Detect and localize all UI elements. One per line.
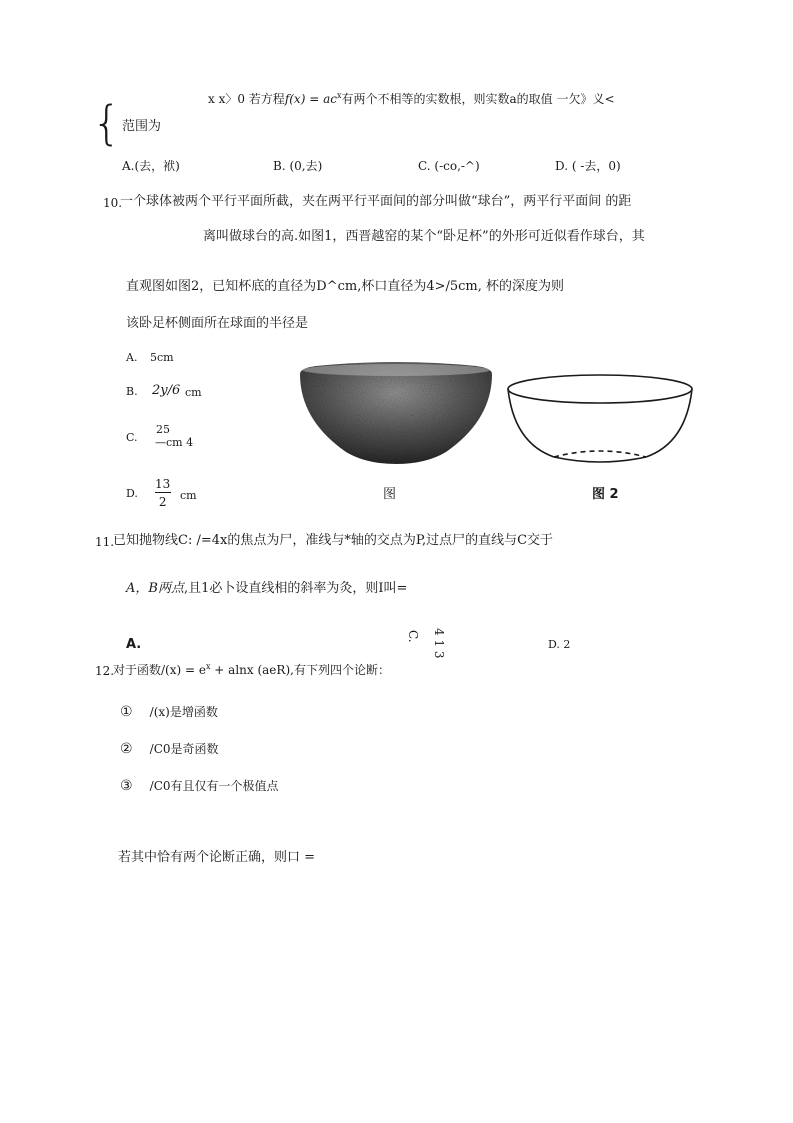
bowl-rim <box>302 364 490 376</box>
q10-line1: 一个球体被两个平行平面所截，夹在两平行平面间的部分叫做“球台”，两平行平面间 的距 <box>120 194 632 209</box>
q9-option-c: C. (-co,-^) <box>418 159 480 173</box>
q12-item-1 <box>120 703 218 719</box>
q11-line2-italic: A，B两点 <box>126 581 184 596</box>
q9-line1-sup: x <box>336 91 342 100</box>
q10-option-c-label: C. <box>126 431 138 444</box>
q9-option-d: D. ( -去，0) <box>555 159 621 173</box>
bowl-body <box>300 362 492 464</box>
q10-option-b-label: B. <box>126 385 138 398</box>
q10-line4: 该卧足杯侧面所在球面的半径是 <box>126 316 309 331</box>
q11-option-c-value-rotated: 4 1 3 <box>432 628 446 659</box>
q12-item-3 <box>120 777 279 793</box>
q12-line1 <box>113 663 390 676</box>
system-brace: { <box>92 96 122 150</box>
figure2-bowl-diagram <box>500 365 700 475</box>
q10-option-d-fraction <box>154 478 171 508</box>
q10-option-d-label: D. <box>126 487 138 500</box>
figure1-bowl-photo <box>296 360 496 480</box>
bowl-mouth-ellipse <box>508 375 692 403</box>
q12-line1-sup: x <box>205 662 211 671</box>
q10-option-b-unit: cm <box>185 386 202 399</box>
q10-line2: 离叫做球台的高.如图1，西晋越窑的某个“卧足杯”的外形可近似看作球台，其 <box>203 229 645 244</box>
q12-item-3-text: /C0有且仅有一个极值点 <box>149 779 279 793</box>
q10-option-a-text: 5cm <box>150 351 174 364</box>
q12-line1-func: 对于函数/(x) = e <box>113 663 206 677</box>
q10-number: 10. <box>103 196 123 210</box>
q9-line1 <box>208 92 615 105</box>
q10-option-c-num: 25 <box>156 423 170 436</box>
q12-item-3-mark: ③ <box>120 778 133 794</box>
q9-line2: 范围为 <box>122 119 162 134</box>
q10-option-a-label: A. <box>126 351 138 364</box>
q10-line3: 直观图如图2，已知杯底的直径为D^cm,杯口直径为4>/5cm, 杯的深度为则 <box>126 279 565 294</box>
q9-line1-prefix: x x〉0 若方程 <box>208 92 285 106</box>
figure1-caption: 图 <box>383 487 397 502</box>
q12-item-2-text: /C0是奇函数 <box>149 742 219 756</box>
figure2-caption: 图 2 <box>592 487 619 502</box>
q10-option-d-den: 2 <box>158 495 167 509</box>
q12-line1-rest: + alnx (aeR),有下列四个论断： <box>210 663 390 677</box>
q12-item-1-text: /(x)是增函数 <box>149 705 218 719</box>
q10-option-d-unit: cm <box>180 489 197 502</box>
q10-option-d-num: 13 <box>155 477 171 491</box>
q11-line1: 已知抛物线C: /=4x的焦点为尸，准线与*轴的交点为P,过点尸的直线与C交于 <box>113 533 554 548</box>
q11-line2-rest: ,且1必卜设直线相的斜率为灸，则I叫= <box>183 581 408 596</box>
q9-option-b: B. (0,去) <box>273 159 323 173</box>
q11-line2 <box>126 582 407 595</box>
q12-item-2 <box>120 740 219 756</box>
q12-item-1-mark: ① <box>120 704 133 720</box>
q9-option-a: A.(去，袱) <box>122 159 180 173</box>
q10-option-b-text: 2y/6 <box>152 383 181 398</box>
q11-number: 11. <box>95 535 115 549</box>
q11-option-c-rotated: C. <box>406 630 420 643</box>
bowl-base-back-dashed <box>554 451 646 457</box>
q11-option-a: A. <box>126 637 142 652</box>
q10-option-c-den: —cm 4 <box>155 436 194 449</box>
bowl-base-front <box>554 457 646 462</box>
q11-option-d: D. 2 <box>548 638 571 651</box>
q12-conclusion: 若其中恰有两个论断正确，则口 = <box>118 850 316 865</box>
q12-item-2-mark: ② <box>120 741 133 757</box>
q9-line1-func: f(x) = ac <box>284 92 337 106</box>
q12-number: 12. <box>95 664 115 678</box>
q9-line1-suffix: 有两个不相等的实数根，则实数a的取值 一欠》义< <box>341 92 615 106</box>
